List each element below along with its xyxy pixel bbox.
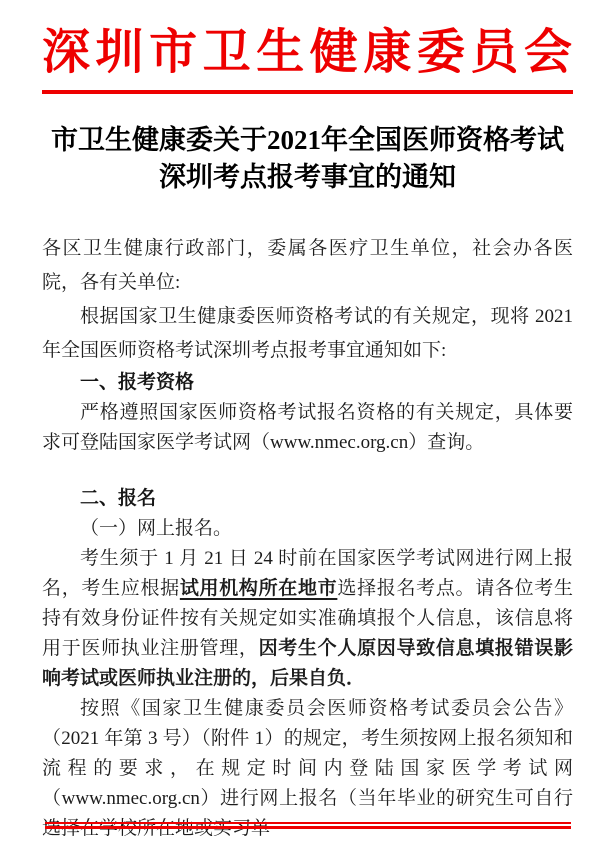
document-title — [42, 122, 573, 196]
online-registration-paragraph — [42, 544, 573, 694]
liability-warning-text: 因考生个人原因导致信息填报错误影响考试或医师执业注册的，后果自负． — [42, 638, 573, 689]
document-title-line-2: 深圳考点报考事宜的通知 — [159, 162, 456, 192]
intro-paragraph: 根据国家卫生健康委医师资格考试的有关规定，现将 2021 年全国医师资格考试深圳考点报考事宜通知如下: — [42, 306, 573, 361]
letterhead — [42, 20, 573, 94]
document-body — [42, 232, 573, 841]
section-1-heading: 一、报考资格 — [80, 372, 195, 393]
section-2-subheading: （一）网上报名。 — [80, 518, 233, 539]
section-1-paragraph: 严格遵照国家医师资格考试报名资格的有关规定，具体要求可登陆国家医学考试网（www.nmec.org.cn）查询。 — [42, 402, 573, 453]
section-2-heading: 二、报名 — [80, 488, 157, 509]
addressees-paragraph: 各区卫生健康行政部门，委属各医疗卫生单位，社会办各医院，各有关单位: — [42, 238, 573, 293]
letterhead-org-title: 深圳市卫生健康委员会 — [42, 26, 573, 79]
letterhead-divider-rule — [42, 90, 573, 94]
online-registration-text-mid: 选择报名考点。请各位考生持有效身份证件按有关规定如实准确填报个人信息，该信息将用于医师执业注册管理， — [42, 578, 573, 659]
online-registration-text-pre: 考生须于 1 月 21 日 24 时前在国家医学考试网进行网上报名，考生应根据 — [42, 548, 573, 599]
trial-institution-emphasis-text: 试用机构所在地市 — [179, 578, 338, 599]
document-title-line-1: 市卫生健康委关于2021年全国医师资格考试 — [51, 125, 564, 155]
announcement-paragraph: 按照《国家卫生健康委员会医师资格考试委员会公告》（2021 年第 3 号）（附件 1）的规定，考生须按网上报名须知和流程的要求，在规定时间内登陆国家医学考试网（www.nmec.org.cn）进行网上报名（当年毕业的研究生可自行选择在学校所在地或实习单 — [42, 698, 573, 839]
footer-divider-rule — [45, 822, 571, 829]
